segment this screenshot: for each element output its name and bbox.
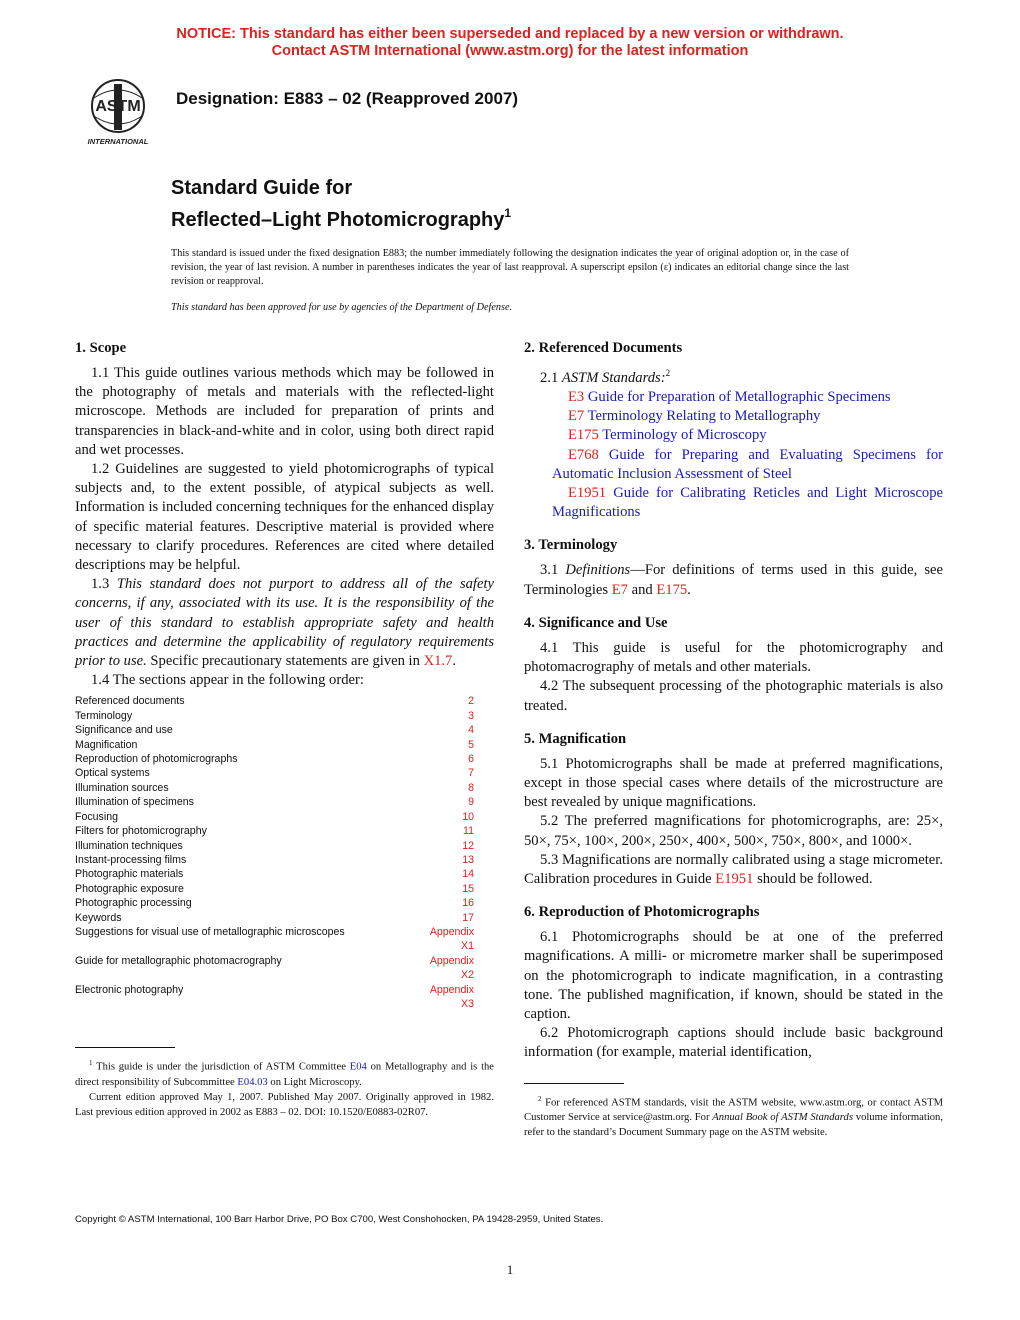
section-list-item[interactable]: [75, 882, 474, 896]
left-column: [75, 338, 494, 1120]
refdocs-2-1: 2.1 ASTM Standards:$^2$: [540, 368, 671, 386]
reference-item[interactable]: E7 Terminology Relating to Metallography: [568, 408, 821, 425]
section-list-page[interactable]: 13: [462, 853, 474, 866]
e04-03-link[interactable]: E04.03: [237, 1076, 268, 1088]
section-list-page[interactable]: 17: [462, 911, 474, 924]
reproduction-heading: 6. Reproduction of Photomicrographs: [524, 904, 760, 921]
terminology-3-1: 3.1 Definitions—For definitions of terms used in this guide, see Terminologies E7 and E175.: [524, 562, 943, 598]
scope-1-3: 1.3 This standard does not purport to address all of the safety concerns, if any, associated with its use. It is the responsibility of the user of this standard to establish appropriate safety and health practices and determine the applicability of regulatory requirements prior to use. Specific precautionary statements are given in X1.7.: [75, 576, 494, 670]
section-list-page[interactable]: Appendix X1: [429, 925, 474, 953]
x1-7-link[interactable]: X1.7: [423, 653, 453, 670]
scope-1-2: 1.2 Guidelines are suggested to yield photomicrographs of typical subjects and, to the extent possible, of atypical subjects as well. Information is included concerning techniques for the enhanced display of specific material features. Descriptive material is provided where necessary to clarify procedures. References are cited where detailed descriptions may be helpful.: [75, 461, 494, 574]
section-list-page[interactable]: 12: [462, 839, 474, 852]
section-list-item[interactable]: [75, 839, 474, 853]
section-list-label: Terminology: [75, 709, 133, 722]
section-list-page[interactable]: 2: [468, 695, 474, 708]
reproduction-6-1: 6.1 Photomicrographs should be at one of the preferred magnifications. A milli- or micrometre marker shall be superimposed on the photomicrograph to indicate magnification, in a contrasting tone. The published magnification, if known, should be stated in the caption.: [524, 929, 943, 1022]
approved-note: This standard has been approved for use by agencies of the Department of Defense.: [171, 302, 513, 313]
section-list-item[interactable]: [75, 925, 474, 954]
section-list-item[interactable]: [75, 867, 474, 881]
section-list-item[interactable]: [75, 766, 474, 780]
significance-4-1: 4.1 This guide is useful for the photomicrography and photomacrography of metals and other materials.: [524, 639, 943, 676]
section-list-item[interactable]: [75, 694, 474, 708]
issued-note: This standard is issued under the fixed designation E883; the number immediately following the designation indicates the year of original adoption or, in the case of revision, the year of last revision. A number in parentheses indicates the year of last reapproval. A superscript epsilon (ε) indicates an editorial change since the last revision or reapproval.: [171, 248, 849, 287]
footnote-rule: [75, 1047, 175, 1048]
section-list-page[interactable]: 16: [462, 897, 474, 910]
section-list-label: Electronic photography: [75, 983, 184, 996]
reproduction-6-2: 6.2 Photomicrograph captions should include basic background information (for example, material identification,: [524, 1025, 943, 1061]
svg-text:INTERNATIONAL: INTERNATIONAL: [87, 137, 149, 146]
section-list-label: Suggestions for visual use of metallographic microscopes: [75, 925, 345, 938]
section-list-page[interactable]: 9: [468, 796, 474, 809]
e04-link[interactable]: E04: [349, 1061, 367, 1073]
significance-4-2: 4.2 The subsequent processing of the photographic materials is also treated.: [524, 678, 943, 714]
section-list-item[interactable]: [75, 752, 474, 766]
section-list-label: Photographic processing: [75, 897, 192, 910]
footnote-rule: [524, 1083, 624, 1084]
document-title: [171, 176, 511, 233]
notice-line-1: NOTICE: This standard has either been superseded and replaced by a new version or withdrawn.: [176, 26, 844, 42]
section-list-item[interactable]: [75, 853, 474, 867]
section-list-item[interactable]: [75, 896, 474, 910]
section-list-item[interactable]: [75, 781, 474, 795]
copyright: Copyright © ASTM International, 100 Barr Harbor Drive, PO Box C700, West Conshohocken, PA 19428-2959, United States.: [75, 1214, 604, 1225]
section-list-item[interactable]: [75, 723, 474, 737]
e7-link[interactable]: E7: [611, 581, 628, 598]
section-list-page[interactable]: 3: [468, 709, 474, 722]
footnote-2: $^2$ For referenced ASTM standards, visit the ASTM website, www.astm.org, or contact ASTM Customer Service at service@astm.org. For Annual Book of ASTM Standards volume information, refer to the standard’s Document Summary page on the ASTM website.: [524, 1094, 944, 1139]
section-list-page[interactable]: 15: [462, 882, 474, 895]
scope-1-4: 1.4 The sections appear in the following order:: [91, 672, 364, 689]
section-list-label: Magnification: [75, 738, 138, 751]
section-list-page[interactable]: 11: [463, 825, 474, 838]
magnification-5-2: 5.2 The preferred magnifications for photomicrographs, are: 25×, 50×, 75×, 100×, 200×, 250×, 400×, 500×, 750×, 800×, and 1000×.: [524, 813, 943, 849]
section-list-label: Illumination techniques: [75, 839, 183, 852]
footnote-1: $^1$ This guide is under the jurisdiction of ASTM Committee E04 on Metallography and is the direct responsibility of Subcommittee E04.03 on Light Microscopy. Current edition approved May 1, 2007. Published May 2007. Originally approved in 1982. Last previous edition approved in 2002 as E883 – 02. DOI: 10.1520/E0883-02R07.: [75, 1059, 495, 1118]
section-list-page[interactable]: 14: [462, 868, 474, 881]
section-list-item[interactable]: [75, 810, 474, 824]
reference-item[interactable]: E175 Terminology of Microscopy: [568, 427, 767, 444]
section-list-label: Optical systems: [75, 767, 150, 780]
section-list-item[interactable]: [75, 983, 474, 1012]
terminology-heading: 3. Terminology: [524, 537, 618, 554]
section-list-label: Photographic materials: [75, 868, 184, 881]
astm-logo-icon: [76, 76, 160, 148]
e1951-link[interactable]: E1951: [715, 870, 754, 887]
section-list-label: Reproduction of photomicrographs: [75, 753, 238, 766]
section-list-item[interactable]: [75, 824, 474, 838]
section-list-label: Filters for photomicrography: [75, 825, 207, 838]
significance-heading: 4. Significance and Use: [524, 614, 668, 631]
section-list-label: Photographic exposure: [75, 882, 184, 895]
page-number: 1: [506, 1262, 514, 1277]
title-line-2: Reflected–Light Photomicrography$^1$: [171, 206, 512, 231]
scope-1-1: 1.1 This guide outlines various methods which may be followed in the photography of metals and materials with the reflected-light microscope. Methods are included for preparation of prints and transparencies in black-and-white and in color, using both direct rapid and wet processes.: [75, 365, 494, 458]
withdrawn-notice: [0, 26, 1020, 60]
section-list-page[interactable]: Appendix X3: [429, 983, 474, 1010]
section-list-label: Referenced documents: [75, 695, 185, 708]
reference-item[interactable]: E3 Guide for Preparation of Metallographic Specimens: [568, 389, 891, 406]
section-list-label: Focusing: [75, 810, 118, 823]
refdocs-heading: 2. Referenced Documents: [524, 340, 683, 356]
section-list: [75, 694, 474, 1011]
magnification-5-3: 5.3 Magnifications are normally calibrated using a stage micrometer. Calibration procedures in Guide E1951 should be followed.: [524, 851, 943, 887]
section-list-item[interactable]: [75, 795, 474, 809]
astm-logo: [76, 76, 160, 148]
section-list-label: Significance and use: [75, 724, 173, 737]
title-line-1: Standard Guide for: [171, 177, 353, 199]
notice-line-2: Contact ASTM International (www.astm.org) for the latest information: [271, 43, 749, 59]
scope-heading: 1. Scope: [75, 340, 127, 356]
section-list-item[interactable]: [75, 911, 474, 925]
section-list-label: Keywords: [75, 911, 122, 924]
reference-item[interactable]: E768 Guide for Preparing and Evaluating Specimens for Automatic Inclusion Assessment of Steel: [552, 446, 943, 482]
section-list-page[interactable]: Appendix X2: [429, 954, 474, 982]
section-list-page[interactable]: 7: [468, 767, 474, 780]
reference-list: [524, 388, 943, 522]
svg-text:ASTM: ASTM: [95, 98, 141, 115]
reference-item[interactable]: E1951 Guide for Calibrating Reticles and Light Microscope Magnifications: [552, 485, 943, 521]
section-list-label: Illumination of specimens: [75, 796, 194, 809]
section-list-item[interactable]: [75, 954, 474, 983]
magnification-heading: 5. Magnification: [524, 730, 627, 747]
section-list-item[interactable]: [75, 709, 474, 723]
section-list-label: Instant-processing films: [75, 853, 187, 866]
section-list-page[interactable]: 5: [468, 738, 474, 751]
section-list-label: Illumination sources: [75, 781, 169, 794]
section-list-item[interactable]: [75, 738, 474, 752]
e175-link[interactable]: E175: [656, 581, 688, 598]
title-footnote-mark: 1: [504, 206, 512, 220]
section-list-page[interactable]: 6: [468, 753, 474, 766]
section-list-page[interactable]: 8: [468, 781, 474, 794]
section-list-page[interactable]: 4: [468, 724, 474, 737]
designation: Designation: E883 – 02 (Reapproved 2007): [176, 89, 519, 108]
right-column: [524, 338, 943, 1140]
section-list-page[interactable]: 10: [462, 810, 474, 823]
section-list-label: Guide for metallographic photomacrography: [75, 954, 282, 967]
magnification-5-1: 5.1 Photomicrographs shall be made at preferred magnifications, except in those special cases where details of the microstructure are best revealed by unique magnifications.: [524, 755, 943, 811]
